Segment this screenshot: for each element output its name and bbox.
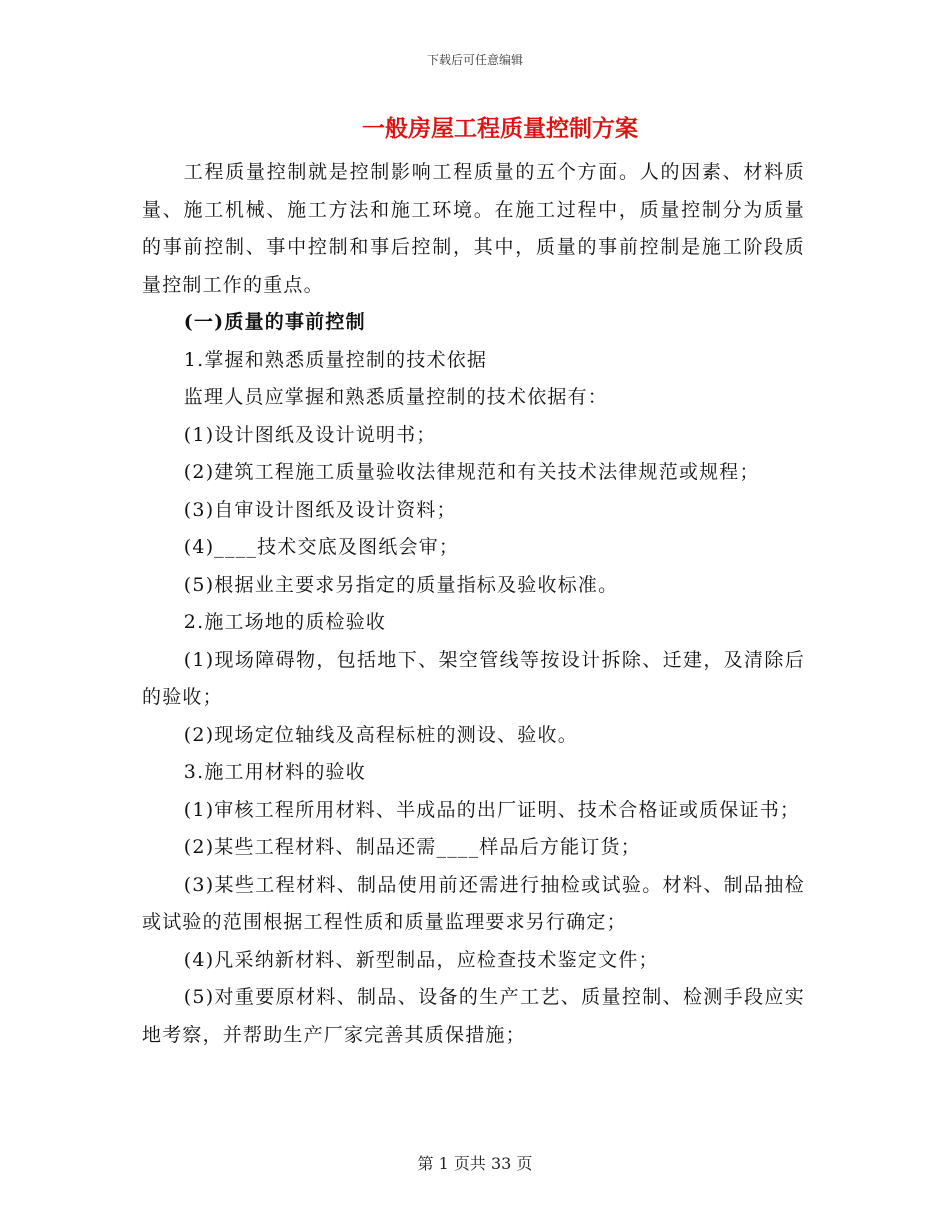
list-item: (1)现场障碍物，包括地下、架空管线等按设计拆除、迁建，及清除后的验收； [142, 648, 805, 708]
list-item: (1)审核工程所用材料、半成品的出厂证明、技术合格证或质保证书； [183, 798, 801, 821]
subheading-material-acceptance: 3.施工用材料的验收 [183, 761, 366, 783]
page-number: 第 1 页共 33 页 [417, 1154, 533, 1173]
subheading-site-inspection: 2.施工场地的质检验收 [183, 611, 387, 633]
section-heading-pre-control: (一)质量的事前控制 [183, 311, 366, 333]
document-title: 一般房屋工程质量控制方案 [362, 115, 638, 142]
subheading-technical-basis: 1.掌握和熟悉质量控制的技术依据 [183, 348, 488, 371]
list-item: (1)设计图纸及设计说明书； [183, 423, 437, 446]
list-item: (5)根据业主要求另指定的质量指标及验收标准。 [183, 573, 619, 596]
intro-paragraph: 工程质量控制就是控制影响工程质量的五个方面。人的因素、材料质量、施工机械、施工方法和施工环境。在施工过程中，质量控制分为质量的事前控制、事中控制和事后控制，其中，质量的事前控制是施工阶段质量控制工作的重点。 [142, 161, 805, 296]
list-item: (2)现场定位轴线及高程标桩的测设、验收。 [183, 723, 578, 746]
list-item: (4)凡采纳新材料、新型制品，应检查技术鉴定文件； [183, 948, 659, 971]
list-item: (3)某些工程材料、制品使用前还需进行抽检或试验。材料、制品抽检或试验的范围根据工程性质和质量监理要求另行确定； [142, 873, 805, 933]
list-item: (4)____技术交底及图纸会审； [183, 536, 460, 558]
list-item: (3)自审设计图纸及设计资料； [183, 498, 457, 521]
document-body [142, 154, 805, 1054]
list-item: (2)某些工程材料、制品还需____样品后方能订货； [183, 836, 641, 858]
paragraph: 监理人员应掌握和熟悉质量控制的技术依据有： [183, 386, 608, 408]
list-item: (2)建筑工程施工质量验收法律规范和有关技术法律规范或规程； [183, 461, 760, 483]
page-header: 下载后可任意编辑 [426, 53, 523, 67]
list-item: (5)对重要原材料、制品、设备的生产工艺、质量控制、检测手段应实地考察，并帮助生产厂家完善其质保措施； [142, 986, 805, 1046]
